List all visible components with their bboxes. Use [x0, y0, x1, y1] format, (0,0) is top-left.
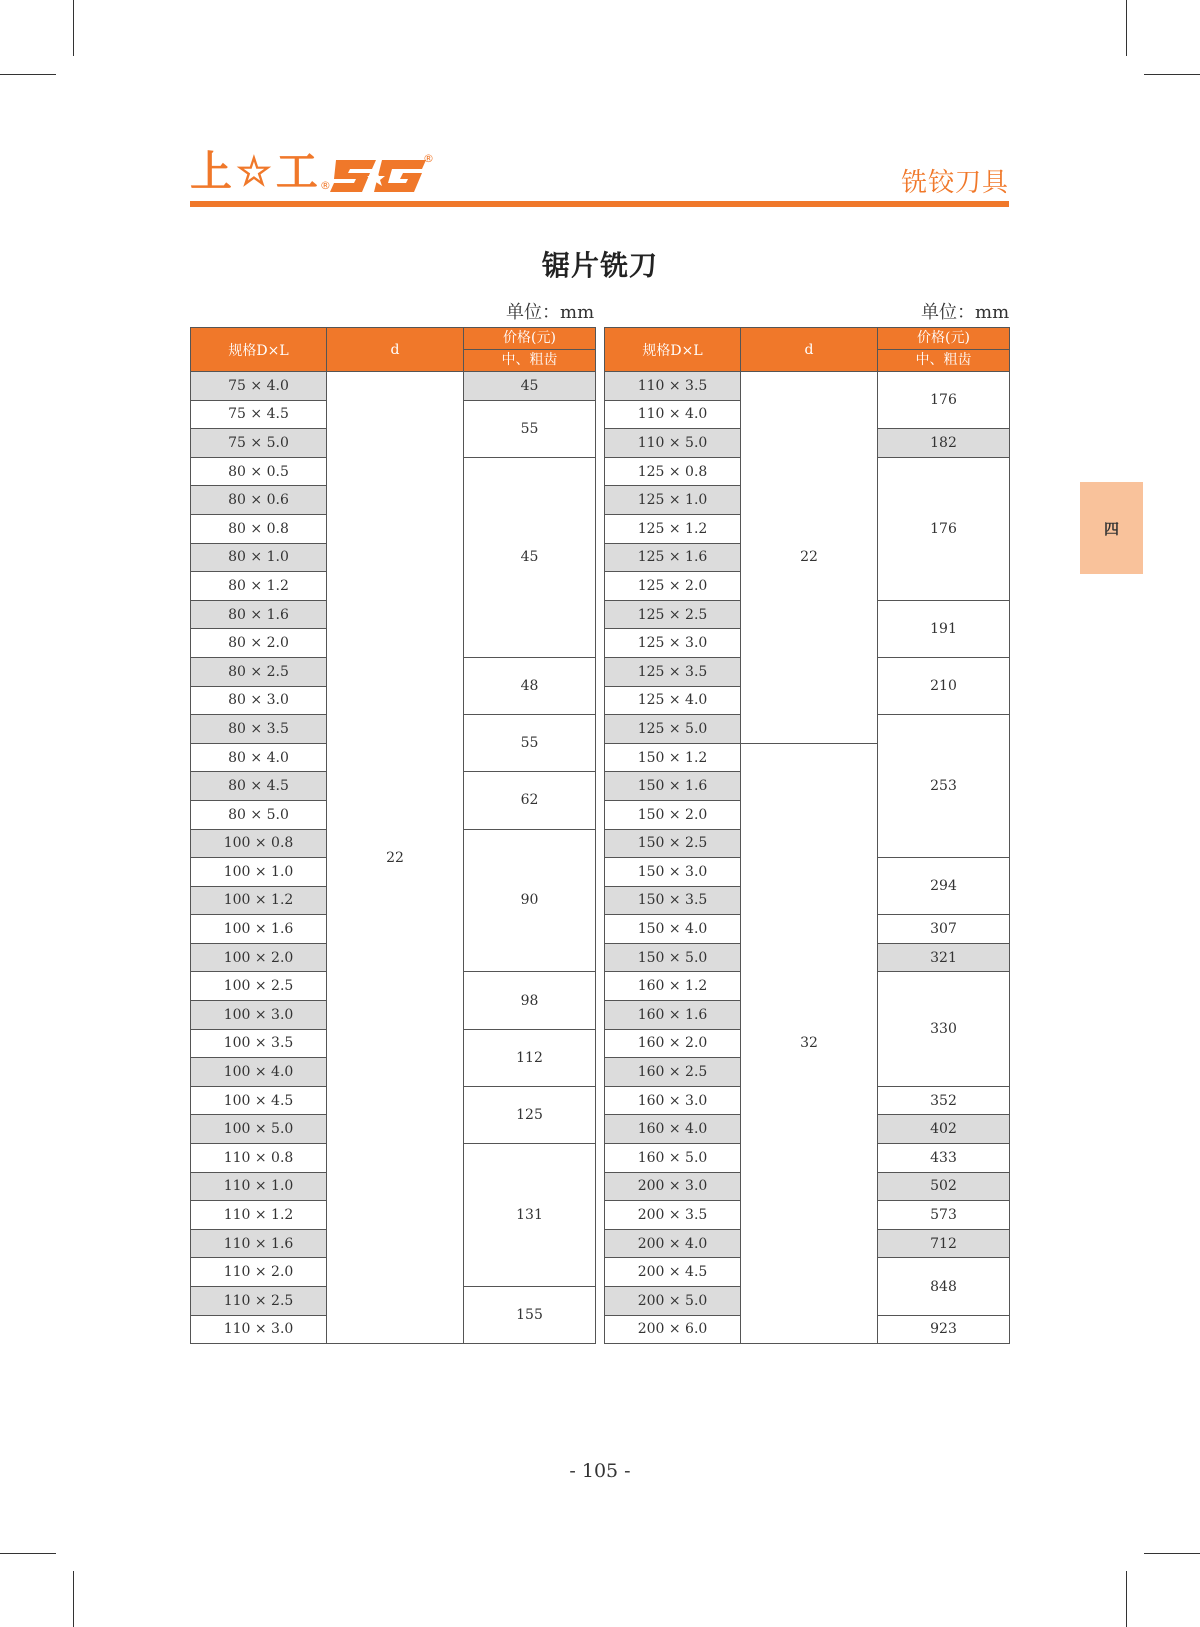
spec-cell: 110 × 1.2 — [191, 1201, 327, 1230]
price-cell: 98 — [464, 972, 596, 1029]
spec-cell: 160 × 1.6 — [605, 1001, 741, 1030]
price-cell: 307 — [878, 915, 1010, 944]
price-cell: 55 — [464, 715, 596, 772]
spec-cell: 80 × 1.0 — [191, 543, 327, 572]
col-header-price-sub: 中、粗齿 — [878, 350, 1010, 372]
crop-mark — [1144, 1553, 1200, 1554]
spec-cell: 125 × 1.0 — [605, 486, 741, 515]
spec-cell: 80 × 0.6 — [191, 486, 327, 515]
unit-label-right: 单位：mm — [921, 302, 1010, 323]
price-cell: 125 — [464, 1086, 596, 1143]
spec-cell: 150 × 1.6 — [605, 772, 741, 801]
price-cell: 502 — [878, 1172, 1010, 1201]
spec-cell: 150 × 5.0 — [605, 943, 741, 972]
table-row — [191, 372, 596, 401]
price-cell: 182 — [878, 429, 1010, 458]
price-cell: 155 — [464, 1287, 596, 1344]
col-header-price: 价格(元) — [878, 328, 1010, 350]
price-cell: 112 — [464, 1029, 596, 1086]
spec-cell: 100 × 3.0 — [191, 1001, 327, 1030]
spec-cell: 150 × 2.0 — [605, 800, 741, 829]
spec-cell: 125 × 1.6 — [605, 543, 741, 572]
spec-cell: 160 × 2.0 — [605, 1029, 741, 1058]
spec-cell: 110 × 5.0 — [605, 429, 741, 458]
spec-cell: 150 × 4.0 — [605, 915, 741, 944]
bore-cell: 22 — [327, 372, 464, 1344]
price-cell: 55 — [464, 400, 596, 457]
crop-mark — [73, 1571, 74, 1627]
brand-logo — [190, 147, 331, 196]
spec-cell: 110 × 3.5 — [605, 372, 741, 401]
spec-cell: 125 × 1.2 — [605, 514, 741, 543]
price-cell: 48 — [464, 657, 596, 714]
price-cell: 352 — [878, 1086, 1010, 1115]
price-cell: 402 — [878, 1115, 1010, 1144]
spec-cell: 100 × 2.5 — [191, 972, 327, 1001]
registered-mark: ® — [423, 152, 434, 165]
spec-cell: 80 × 4.0 — [191, 743, 327, 772]
col-header-price: 价格(元) — [464, 328, 596, 350]
price-cell: 294 — [878, 858, 1010, 915]
price-cell: 253 — [878, 715, 1010, 858]
spec-table-right — [604, 327, 1010, 1344]
spec-cell: 80 × 3.0 — [191, 686, 327, 715]
spec-cell: 75 × 4.0 — [191, 372, 327, 401]
registered-mark: ® — [319, 179, 331, 192]
spec-cell: 100 × 4.0 — [191, 1058, 327, 1087]
spec-cell: 125 × 0.8 — [605, 457, 741, 486]
spec-cell: 110 × 1.6 — [191, 1229, 327, 1258]
spec-cell: 125 × 3.0 — [605, 629, 741, 658]
spec-cell: 160 × 5.0 — [605, 1144, 741, 1173]
spec-cell: 125 × 5.0 — [605, 715, 741, 744]
price-cell: 210 — [878, 657, 1010, 714]
spec-cell: 80 × 1.6 — [191, 600, 327, 629]
spec-cell: 125 × 2.5 — [605, 600, 741, 629]
spec-cell: 200 × 3.5 — [605, 1201, 741, 1230]
price-cell: 191 — [878, 600, 1010, 657]
price-cell: 573 — [878, 1201, 1010, 1230]
spec-cell: 160 × 1.2 — [605, 972, 741, 1001]
price-cell: 90 — [464, 829, 596, 972]
spec-cell: 110 × 0.8 — [191, 1144, 327, 1173]
spec-cell: 100 × 2.0 — [191, 943, 327, 972]
sg-logo — [330, 152, 434, 196]
crop-mark — [1144, 74, 1200, 75]
col-header-spec: 规格D×L — [191, 328, 327, 372]
spec-cell: 110 × 1.0 — [191, 1172, 327, 1201]
crop-mark — [73, 0, 74, 56]
spec-cell: 125 × 4.0 — [605, 686, 741, 715]
spec-cell: 110 × 4.0 — [605, 400, 741, 429]
spec-cell: 80 × 0.8 — [191, 514, 327, 543]
price-cell: 62 — [464, 772, 596, 829]
price-cell: 321 — [878, 943, 1010, 972]
col-header-bore: d — [741, 328, 878, 372]
spec-cell: 110 × 2.0 — [191, 1258, 327, 1287]
spec-cell: 150 × 3.5 — [605, 886, 741, 915]
price-cell: 176 — [878, 457, 1010, 600]
crop-mark — [0, 74, 56, 75]
header-rule — [190, 201, 1009, 207]
spec-cell: 75 × 5.0 — [191, 429, 327, 458]
page-number: - 105 - — [569, 1460, 631, 1482]
spec-cell: 100 × 1.0 — [191, 858, 327, 887]
bore-cell: 22 — [741, 372, 878, 744]
spec-cell: 100 × 3.5 — [191, 1029, 327, 1058]
spec-cell: 80 × 3.5 — [191, 715, 327, 744]
spec-cell: 160 × 2.5 — [605, 1058, 741, 1087]
col-header-spec: 规格D×L — [605, 328, 741, 372]
price-cell: 330 — [878, 972, 1010, 1086]
spec-cell: 110 × 3.0 — [191, 1315, 327, 1344]
table-row — [605, 372, 1010, 401]
spec-cell: 100 × 0.8 — [191, 829, 327, 858]
crop-mark — [1126, 0, 1127, 56]
price-cell: 712 — [878, 1229, 1010, 1258]
spec-cell: 80 × 2.0 — [191, 629, 327, 658]
spec-cell: 160 × 3.0 — [605, 1086, 741, 1115]
spec-cell: 100 × 4.5 — [191, 1086, 327, 1115]
spec-cell: 200 × 5.0 — [605, 1287, 741, 1316]
spec-cell: 150 × 2.5 — [605, 829, 741, 858]
spec-cell: 150 × 1.2 — [605, 743, 741, 772]
price-cell: 131 — [464, 1144, 596, 1287]
spec-cell: 75 × 4.5 — [191, 400, 327, 429]
section-title: 铣铰刀具 — [900, 168, 1009, 198]
unit-label-left: 单位：mm — [506, 302, 595, 323]
logo-char: 工 — [275, 147, 318, 196]
price-cell: 433 — [878, 1144, 1010, 1173]
spec-cell: 80 × 2.5 — [191, 657, 327, 686]
spec-cell: 150 × 3.0 — [605, 858, 741, 887]
chapter-tab[interactable]: 四 — [1080, 482, 1143, 574]
spec-cell: 100 × 5.0 — [191, 1115, 327, 1144]
bore-cell: 32 — [741, 743, 878, 1343]
spec-cell: 100 × 1.6 — [191, 915, 327, 944]
spec-cell: 100 × 1.2 — [191, 886, 327, 915]
price-cell: 176 — [878, 372, 1010, 429]
col-header-bore: d — [327, 328, 464, 372]
spec-cell: 80 × 5.0 — [191, 800, 327, 829]
spec-cell: 125 × 2.0 — [605, 572, 741, 601]
price-cell: 45 — [464, 372, 596, 401]
spec-cell: 200 × 4.0 — [605, 1229, 741, 1258]
spec-cell: 80 × 1.2 — [191, 572, 327, 601]
crop-mark — [0, 1553, 56, 1554]
spec-cell: 125 × 3.5 — [605, 657, 741, 686]
crop-mark — [1126, 1571, 1127, 1627]
price-cell: 848 — [878, 1258, 1010, 1315]
price-cell: 45 — [464, 457, 596, 657]
spec-cell: 80 × 0.5 — [191, 457, 327, 486]
spec-cell: 110 × 2.5 — [191, 1287, 327, 1316]
spec-cell: 200 × 6.0 — [605, 1315, 741, 1344]
col-header-price-sub: 中、粗齿 — [464, 350, 596, 372]
spec-table-left — [190, 327, 596, 1344]
spec-cell: 160 × 4.0 — [605, 1115, 741, 1144]
page-header — [190, 147, 1009, 206]
spec-cell: 200 × 4.5 — [605, 1258, 741, 1287]
star-icon: ☆ — [236, 148, 272, 195]
price-cell: 923 — [878, 1315, 1010, 1344]
spec-cell: 200 × 3.0 — [605, 1172, 741, 1201]
logo-char: 上 — [190, 147, 233, 196]
page-title: 锯片铣刀 — [541, 249, 658, 282]
spec-cell: 80 × 4.5 — [191, 772, 327, 801]
sg-logo-mark — [330, 156, 426, 196]
